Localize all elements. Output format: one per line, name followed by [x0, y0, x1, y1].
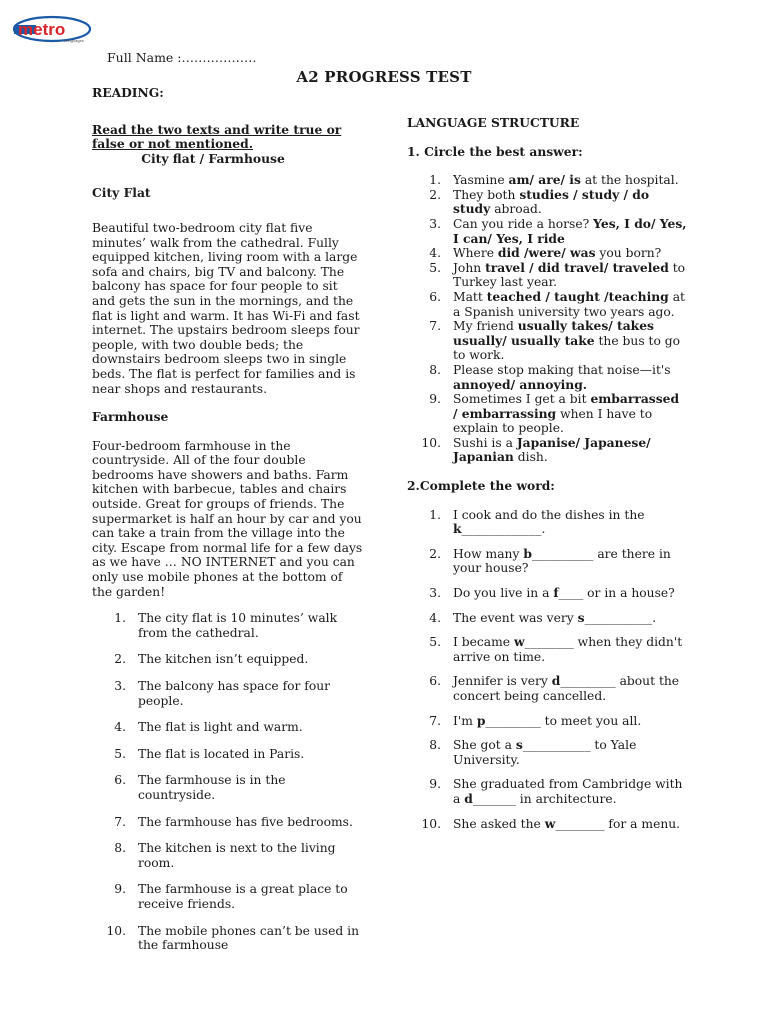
item-number: 9.: [429, 392, 441, 407]
item-text: The flat is light and warm.: [138, 720, 303, 735]
question-text: She got a: [453, 738, 516, 753]
answer-options: k: [453, 521, 462, 537]
complete-word-list: [407, 508, 687, 832]
question-item: [407, 188, 687, 217]
question-text: __________ are there in your house?: [453, 546, 671, 576]
farmhouse-heading: Farmhouse: [92, 409, 169, 425]
answer-options: w: [544, 815, 556, 831]
item-number: 4.: [429, 246, 441, 261]
answer-options: studies / study / do study: [453, 186, 650, 217]
question-text: at the hospital.: [580, 173, 679, 188]
question-text: Can you ride a horse?: [453, 216, 594, 231]
question-text: Sushi is a: [453, 435, 517, 450]
question-text: ___________.: [584, 610, 657, 625]
item-number: 8.: [429, 362, 441, 377]
list-item: [92, 773, 364, 802]
question-text: John: [453, 260, 486, 275]
list-item: [92, 652, 364, 667]
question-text: _____________.: [461, 522, 546, 537]
language-heading: LANGUAGE STRUCTURE: [407, 115, 580, 130]
question-item: [407, 261, 687, 290]
item-number: 2.: [429, 187, 441, 202]
question-text: She asked the: [453, 816, 545, 831]
item-number: 6.: [429, 289, 441, 304]
question-item: [407, 217, 687, 246]
item-text: The farmhouse has five bedrooms.: [138, 814, 353, 829]
question-text: I'm: [453, 713, 477, 728]
full-name-field: Full Name :………………: [107, 50, 257, 65]
metro-logo: [12, 14, 92, 46]
language-section: [407, 116, 687, 841]
question-text: They both: [453, 187, 520, 202]
answer-options: w: [513, 634, 525, 650]
question-item: [407, 392, 687, 436]
item-number: 6.: [429, 674, 441, 689]
logo-text: metro: [18, 20, 66, 39]
reading-heading: READING:: [92, 85, 164, 100]
question-text: _________ to meet you all.: [485, 713, 642, 728]
item-number: 6.: [114, 773, 126, 788]
list-item: [92, 882, 364, 911]
item-number: 3.: [429, 586, 441, 601]
question-text: to Turkey last year.: [453, 260, 686, 290]
question-text: _______ in architecture.: [472, 791, 617, 806]
question-text: ________ for a menu.: [555, 816, 681, 831]
item-number: 4.: [114, 720, 126, 735]
question-text: Do you live in a: [453, 586, 554, 601]
question-text: dish.: [513, 450, 548, 465]
question-item: [407, 290, 687, 319]
item-number: 3.: [114, 679, 126, 693]
question-text: My friend: [453, 319, 518, 334]
reading-section: [92, 86, 364, 965]
answer-options: teached / taught /teaching: [486, 288, 669, 304]
question-item: [407, 738, 687, 767]
item-number: 3.: [429, 216, 441, 231]
item-number: 1.: [429, 173, 441, 188]
question-text: How many: [453, 546, 524, 561]
question-text: I became: [453, 635, 514, 650]
question-text: Where: [453, 246, 498, 261]
answer-options: Yes, I do/ Yes, I can/ Yes, I ride: [453, 215, 687, 246]
question-item: [407, 246, 687, 261]
list-item: [92, 747, 364, 762]
item-text: The farmhouse is in the countryside.: [138, 773, 286, 802]
list-item: [92, 679, 364, 708]
item-number: 1.: [429, 507, 441, 522]
question-text: _________ about the concert being cancelled.: [453, 674, 680, 703]
question-item: [407, 635, 687, 664]
question-text: Please stop making that noise—it's: [453, 362, 671, 377]
item-text: The farmhouse is a great place to receive friends.: [138, 882, 348, 911]
list-item: [92, 815, 364, 830]
item-number: 10.: [421, 435, 441, 450]
answer-options: b: [523, 545, 532, 561]
answer-options: f: [553, 585, 559, 601]
answer-options: annoyed/ annoying.: [453, 376, 588, 392]
logo-subtext: Languages: [64, 38, 84, 43]
question-text: ____ or in a house?: [558, 586, 675, 601]
question-text: at a Spanish university two years ago.: [453, 289, 685, 319]
item-number: 9.: [429, 777, 441, 792]
reading-instruction: Read the two texts and write true or false or not mentioned.: [92, 121, 342, 152]
question-text: ___________ to Yale University.: [453, 738, 637, 767]
question-text: Yasmine: [453, 173, 509, 188]
item-number: 5.: [429, 635, 441, 650]
question-item: [407, 173, 687, 188]
question-item: [407, 777, 687, 806]
question-text: Jennifer is very: [453, 674, 552, 689]
question-text: you born?: [595, 246, 662, 261]
answer-options: d: [551, 673, 561, 689]
answer-options: s: [577, 609, 585, 625]
page-title: A2 PROGRESS TEST: [296, 68, 472, 86]
question-item: [407, 436, 687, 465]
answer-options: am/ are/ is: [508, 172, 581, 188]
answer-options: did /were/ was: [497, 245, 596, 261]
item-number: 10.: [106, 923, 126, 938]
question-item: [407, 586, 687, 601]
answer-options: Japanise/ Japanese/ Japanian: [453, 434, 651, 465]
question-item: [407, 674, 687, 703]
true-false-list: [92, 611, 364, 953]
item-number: 7.: [429, 713, 441, 728]
item-number: 1.: [114, 611, 126, 626]
question-item: [407, 817, 687, 832]
answer-options: d: [464, 790, 473, 806]
list-item: [92, 924, 364, 953]
answer-options: travel / did travel/ traveled: [485, 259, 669, 275]
question-text: The event was very: [453, 610, 578, 625]
question-item: [407, 611, 687, 626]
item-text: The mobile phones can’t be used in the farmhouse: [138, 923, 360, 953]
item-text: The city flat is 10 minutes’ walk from the cathedral.: [138, 611, 338, 640]
answer-options: s: [515, 737, 523, 753]
city-flat-heading: City Flat: [92, 185, 151, 201]
question-item: [407, 363, 687, 392]
item-number: 8.: [429, 738, 441, 753]
item-number: 2.: [429, 546, 441, 561]
list-item: [92, 611, 364, 640]
q1-heading: 1. Circle the best answer:: [407, 143, 583, 159]
circle-answer-list: [407, 173, 687, 465]
item-number: 8.: [114, 841, 126, 856]
question-text: the bus to go to work.: [453, 333, 681, 363]
question-item: [407, 547, 687, 576]
item-text: The balcony has space for four people.: [138, 679, 331, 708]
item-number: 9.: [114, 882, 126, 897]
item-text: The flat is located in Paris.: [138, 746, 305, 761]
item-number: 5.: [114, 746, 126, 761]
item-text: The kitchen is next to the living room.: [138, 841, 336, 870]
answer-options: embarrassed / embarrassing: [453, 391, 680, 421]
question-item: [407, 508, 687, 537]
answer-options: p: [476, 712, 486, 728]
list-item: [92, 841, 364, 870]
question-item: [407, 319, 687, 363]
item-number: 10.: [421, 816, 441, 831]
question-text: abroad.: [490, 202, 542, 217]
q2-heading: 2.Complete the word:: [407, 478, 555, 494]
city-flat-text: Beautiful two-bedroom city flat five minutes’ walk from the cathedral. Fully equipped kitchen, living room with a large sofa and chairs, big TV and balcony. The balcony has space for four people to sit and gets the sun in the mornings, and the flat is light and warm. It has Wi-Fi and fast internet. The upstairs bedroom sleeps four people, with two double beds; the downstairs bedroom sleeps two in single beds. The flat is perfect for families and is near shops and restaurants.: [92, 220, 360, 396]
question-text: ________ when they didn't arrive on time.: [453, 635, 683, 664]
question-text: Sometimes I get a bit: [453, 392, 591, 407]
list-item: [92, 720, 364, 735]
question-text: She graduated from Cambridge with a: [453, 777, 683, 806]
answer-options: usually takes/ takes usually/ usually take: [453, 318, 654, 348]
item-number: 5.: [429, 260, 441, 275]
farmhouse-text: Four-bedroom farmhouse in the countryside. All of the four double bedrooms have showers and baths. Farm kitchen with barbecue, tables and chairs outside. Great for groups of friends. The supermarket is half an hour by car and you can take a train from the village into the city. Escape from normal life for a few days as we have … NO INTERNET and you can only use mobile phones at the bottom of the garden!: [92, 438, 363, 599]
item-number: 7.: [429, 319, 441, 334]
item-number: 2.: [114, 652, 126, 667]
question-text: I cook and do the dishes in the: [453, 507, 645, 522]
question-item: [407, 714, 687, 729]
item-text: The kitchen isn’t equipped.: [138, 652, 309, 667]
item-number: 7.: [114, 814, 126, 829]
item-number: 4.: [429, 610, 441, 625]
question-text: when I have to explain to people.: [453, 406, 653, 436]
reading-subtitle: City flat / Farmhouse: [141, 150, 285, 166]
question-text: Matt: [453, 289, 487, 304]
